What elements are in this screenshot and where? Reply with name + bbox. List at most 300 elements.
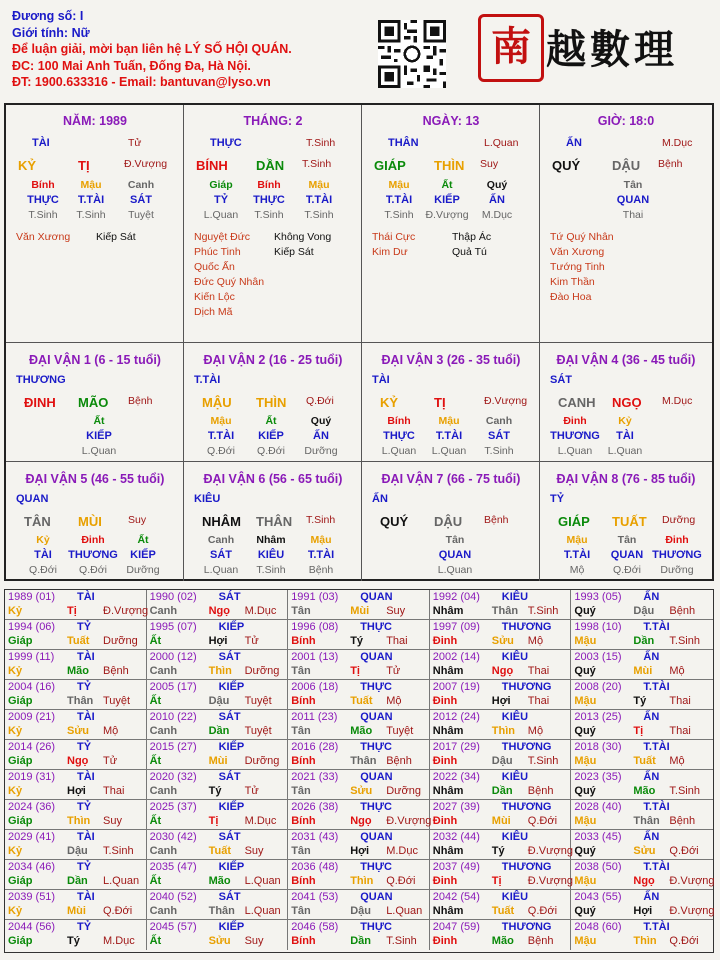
hidden-ten-god: THỰC bbox=[253, 194, 285, 206]
luck-hidden-god: T.TÀI bbox=[207, 430, 235, 442]
year-cell bbox=[288, 860, 430, 890]
luck-pillar-title: ĐẠI VẬN 3 (26 - 35 tuổi) bbox=[381, 353, 521, 367]
luck-stage: Bệnh bbox=[128, 395, 153, 407]
year-stage: Dưỡng bbox=[386, 785, 421, 797]
pillar-title: GIỜ: 18:0 bbox=[597, 114, 655, 128]
shen-sha-star: Kim Thần bbox=[550, 276, 595, 288]
year-label: 2013 (25) bbox=[574, 711, 622, 723]
year-cell bbox=[430, 770, 572, 800]
year-label: 2043 (55) bbox=[574, 891, 622, 903]
luck-pillar-cell bbox=[540, 462, 712, 581]
year-label: 2010 (22) bbox=[149, 711, 197, 723]
luck-stem: ĐINH bbox=[24, 395, 56, 410]
year-ten-god: SÁT bbox=[218, 651, 241, 663]
year-label: 2007 (19) bbox=[432, 681, 480, 693]
year-label: 2006 (18) bbox=[291, 681, 339, 693]
year-branch: Thân bbox=[67, 695, 94, 707]
year-label: 2032 (44) bbox=[432, 831, 480, 843]
year-stem: Tân bbox=[291, 725, 311, 737]
luck-ten-god: SÁT bbox=[550, 374, 572, 386]
luck-hidden-god: T.TÀI bbox=[307, 549, 335, 561]
year-cell bbox=[430, 650, 572, 680]
hidden-stem: Mậu bbox=[80, 179, 102, 191]
year-stem: Giáp bbox=[8, 635, 33, 647]
shen-sha-star: Đào Hoa bbox=[550, 291, 592, 303]
luck-hidden-stage: T.Sinh bbox=[484, 445, 514, 457]
year-branch: Tý bbox=[208, 785, 222, 797]
year-cell bbox=[5, 800, 147, 830]
hidden-stage: T.Sinh bbox=[28, 209, 58, 221]
year-ten-god: KIẾP bbox=[218, 801, 245, 813]
luck-pillar-title: ĐẠI VẬN 1 (6 - 15 tuổi) bbox=[29, 353, 161, 367]
year-stage: T.Sinh bbox=[386, 935, 417, 947]
year-stem: Canh bbox=[149, 785, 178, 797]
shen-sha-star: Thái Cực bbox=[372, 231, 416, 243]
year-cell bbox=[147, 680, 289, 710]
luck-hidden-god: SÁT bbox=[488, 430, 510, 442]
luck-hidden-god: SÁT bbox=[210, 549, 232, 561]
year-cell bbox=[430, 710, 572, 740]
hidden-ten-god: THỰC bbox=[27, 194, 59, 206]
year-branch: Tị bbox=[491, 875, 502, 887]
year-branch: Tý bbox=[67, 935, 80, 947]
pillar-ten-god-stage: T.Sinh bbox=[306, 137, 336, 149]
year-ten-god: TÀI bbox=[77, 711, 95, 723]
year-branch: Thìn bbox=[633, 935, 657, 947]
year-label: 2002 (14) bbox=[432, 651, 480, 663]
luck-hidden-stem: Canh bbox=[485, 415, 513, 427]
year-branch: Dậu bbox=[350, 905, 371, 917]
year-cell bbox=[288, 920, 430, 950]
year-label: 2017 (29) bbox=[432, 741, 480, 753]
hidden-stage: M.Dục bbox=[481, 209, 513, 221]
year-stem: Đinh bbox=[432, 815, 458, 827]
year-ten-god: QUAN bbox=[360, 651, 393, 663]
pillar-ten-god-stage: M.Dục bbox=[662, 137, 693, 149]
pillar-cell bbox=[6, 105, 184, 343]
hidden-stem: Bính bbox=[257, 179, 281, 191]
hidden-stem: Mậu bbox=[308, 179, 330, 191]
year-ten-god: TỶ bbox=[77, 801, 92, 813]
year-ten-god: QUAN bbox=[360, 831, 393, 843]
hidden-stage: Đ.Vượng bbox=[425, 209, 469, 221]
year-label: 2034 (46) bbox=[8, 861, 56, 873]
luck-stem: CANH bbox=[558, 395, 596, 410]
year-stage: Tuyệt bbox=[386, 725, 414, 737]
luck-stage: Q.Đới bbox=[306, 395, 334, 407]
year-stem: Quý bbox=[574, 605, 596, 617]
year-branch: Mão bbox=[208, 875, 231, 887]
brand-logo-text: 越數理 bbox=[546, 26, 678, 73]
shen-sha-star: Văn Xương bbox=[16, 231, 71, 243]
hidden-stage: T.Sinh bbox=[304, 209, 334, 221]
luck-branch: DẬU bbox=[434, 514, 463, 529]
year-cell bbox=[571, 680, 713, 710]
shen-sha-star: Quốc Ấn bbox=[194, 261, 235, 273]
year-ten-god: KIÊU bbox=[501, 711, 529, 723]
hidden-ten-god: ẤN bbox=[489, 194, 505, 206]
year-label: 2027 (39) bbox=[432, 801, 480, 813]
year-stem: Quý bbox=[574, 905, 596, 917]
year-cell bbox=[147, 770, 289, 800]
year-stage: M.Dục bbox=[244, 815, 277, 827]
luck-branch: TUẤT bbox=[612, 514, 647, 529]
shen-sha-star: Tứ Quý Nhân bbox=[550, 231, 614, 243]
year-stage: L.Quan bbox=[386, 905, 423, 917]
contact-note: Để luận giải, mời bạn liên hệ LÝ SỐ HỘI QUÁN. bbox=[12, 42, 292, 56]
year-ten-god: ẤN bbox=[643, 771, 660, 783]
shen-sha-star: Nguyệt Đức bbox=[194, 231, 251, 243]
year-cell bbox=[430, 920, 572, 950]
year-ten-god: QUAN bbox=[360, 771, 393, 783]
year-stage: Thai bbox=[527, 695, 550, 707]
earthly-branch: DẦN bbox=[256, 158, 285, 173]
year-stem: Nhâm bbox=[432, 905, 464, 917]
year-stage: M.Dục bbox=[386, 845, 418, 857]
header-info bbox=[12, 8, 292, 91]
year-label: 2011 (23) bbox=[291, 711, 338, 723]
year-label: 2025 (37) bbox=[149, 801, 197, 813]
chart-grid bbox=[4, 103, 714, 581]
year-branch: Sửu bbox=[491, 635, 514, 647]
year-stem: Mậu bbox=[574, 635, 597, 647]
hidden-ten-god: QUAN bbox=[616, 194, 650, 206]
hidden-ten-god: TỶ bbox=[213, 194, 229, 206]
year-label: 2009 (21) bbox=[8, 711, 56, 723]
year-label: 2031 (43) bbox=[291, 831, 339, 843]
luck-pillar-cell bbox=[540, 343, 712, 462]
year-branch: Ngọ bbox=[633, 875, 655, 887]
year-ten-god: T.TÀI bbox=[643, 921, 670, 933]
luck-hidden-god: QUAN bbox=[610, 549, 644, 561]
year-branch: Tý bbox=[350, 635, 364, 647]
luck-ten-god: QUAN bbox=[16, 493, 49, 505]
year-label: 1994 (06) bbox=[8, 621, 56, 633]
branch-stage: Đ.Vượng bbox=[124, 158, 168, 170]
year-branch: Mão bbox=[350, 725, 373, 737]
year-stem: Mậu bbox=[574, 755, 597, 767]
year-branch: Tuất bbox=[208, 845, 231, 857]
year-branch: Tị bbox=[208, 815, 219, 827]
year-label: 1995 (07) bbox=[149, 621, 197, 633]
year-stem: Tân bbox=[291, 665, 311, 677]
year-stage: Suy bbox=[386, 605, 406, 617]
year-branch: Tị bbox=[350, 665, 360, 677]
year-cell bbox=[288, 590, 430, 620]
hidden-stage: T.Sinh bbox=[254, 209, 284, 221]
year-cell bbox=[288, 650, 430, 680]
year-ten-god: THƯƠNG bbox=[501, 681, 552, 693]
year-ten-god: TÀI bbox=[77, 591, 95, 603]
luck-stage: T.Sinh bbox=[306, 514, 336, 526]
year-cell bbox=[147, 740, 289, 770]
year-cell bbox=[430, 590, 572, 620]
year-label: 1996 (08) bbox=[291, 621, 339, 633]
heavenly-stem: QUÝ bbox=[552, 158, 581, 173]
year-ten-god: KIÊU bbox=[501, 651, 529, 663]
hidden-stem: Quý bbox=[486, 179, 508, 191]
qr-code-icon bbox=[378, 20, 446, 88]
year-branch: Thìn bbox=[208, 665, 232, 677]
hidden-stem: Tân bbox=[623, 179, 643, 191]
luck-hidden-stage: Q.Đới bbox=[29, 564, 57, 576]
hidden-stage: T.Sinh bbox=[76, 209, 106, 221]
year-branch: Tuất bbox=[491, 905, 515, 917]
year-branch: Thìn bbox=[67, 815, 91, 827]
year-cell bbox=[5, 890, 147, 920]
year-label: 1993 (05) bbox=[574, 591, 622, 603]
luck-hidden-stage: Bệnh bbox=[308, 564, 334, 576]
pillar-ten-god: TÀI bbox=[32, 137, 50, 149]
year-cell bbox=[288, 740, 430, 770]
year-ten-god: THƯƠNG bbox=[501, 921, 552, 933]
year-label: 2028 (40) bbox=[574, 801, 622, 813]
year-cell bbox=[5, 860, 147, 890]
shen-sha-star: Không Vong bbox=[274, 231, 332, 243]
year-stage: Q.Đới bbox=[527, 815, 558, 827]
year-label: 1992 (04) bbox=[432, 591, 480, 603]
year-stage: Q.Đới bbox=[386, 875, 416, 887]
year-stem: Ất bbox=[149, 815, 162, 827]
year-branch: Mùi bbox=[208, 755, 228, 767]
year-branch: Mùi bbox=[633, 665, 653, 677]
luck-stage: Đ.Vượng bbox=[484, 395, 528, 407]
year-stem: Tân bbox=[291, 905, 311, 917]
year-stem: Đinh bbox=[432, 875, 458, 887]
year-stem: Kỷ bbox=[8, 785, 23, 797]
year-stage: Tử bbox=[244, 635, 259, 647]
year-ten-god: TỶ bbox=[77, 861, 92, 873]
year-label: 2004 (16) bbox=[8, 681, 56, 693]
year-cell bbox=[571, 650, 713, 680]
year-stage: T.Sinh bbox=[669, 785, 700, 797]
year-branch: Hợi bbox=[67, 785, 86, 797]
year-stem: Bính bbox=[291, 755, 316, 767]
year-stage: Suy bbox=[244, 935, 264, 947]
year-branch: Dậu bbox=[208, 695, 230, 707]
year-stage: Bệnh bbox=[669, 815, 696, 827]
year-ten-god: KIẾP bbox=[218, 621, 245, 633]
year-ten-god: THỰC bbox=[360, 921, 392, 933]
year-label: 2030 (42) bbox=[149, 831, 197, 843]
year-stem: Đinh bbox=[432, 935, 458, 947]
luck-pillar-title: ĐẠI VẬN 2 (16 - 25 tuổi) bbox=[203, 353, 343, 367]
luck-hidden-god: THỰC bbox=[383, 430, 415, 442]
year-ten-god: T.TÀI bbox=[643, 801, 670, 813]
year-ten-god: ẤN bbox=[643, 591, 660, 603]
year-label: 2037 (49) bbox=[432, 861, 480, 873]
year-cell bbox=[571, 920, 713, 950]
year-label: 2023 (35) bbox=[574, 771, 622, 783]
shen-sha-star: Kim Dư bbox=[372, 246, 408, 258]
year-label: 2000 (12) bbox=[149, 651, 197, 663]
year-label: 2016 (28) bbox=[291, 741, 339, 753]
luck-hidden-stem: Ất bbox=[265, 415, 277, 427]
year-stage: Tuyệt bbox=[103, 695, 131, 707]
year-stage: T.Sinh bbox=[527, 755, 559, 767]
gender: Giới tính: Nữ bbox=[12, 25, 90, 40]
year-branch: Dần bbox=[491, 785, 513, 797]
year-stem: Ất bbox=[149, 635, 162, 647]
year-stage: Đ.Vượng bbox=[669, 875, 715, 887]
year-stem: Mậu bbox=[574, 875, 597, 887]
year-stem: Đinh bbox=[432, 755, 458, 767]
year-ten-god: QUAN bbox=[360, 711, 393, 723]
year-cell bbox=[571, 800, 713, 830]
year-stem: Mậu bbox=[574, 815, 597, 827]
year-branch: Mùi bbox=[67, 905, 86, 917]
year-label: 2019 (31) bbox=[8, 771, 56, 783]
year-stem: Kỷ bbox=[8, 725, 23, 737]
year-branch: Ngọ bbox=[491, 665, 514, 677]
year-label: 2033 (45) bbox=[574, 831, 622, 843]
year-cell bbox=[571, 740, 713, 770]
luck-hidden-stage: L.Quan bbox=[203, 564, 239, 576]
year-branch: Mùi bbox=[350, 605, 370, 617]
luck-hidden-stem: Đinh bbox=[563, 415, 587, 427]
pillar-ten-god: THỰC bbox=[210, 137, 242, 149]
shen-sha-star: Dịch Mã bbox=[194, 306, 233, 318]
year-cell bbox=[430, 890, 572, 920]
year-branch: Tuất bbox=[67, 635, 90, 647]
year-label: 2040 (52) bbox=[149, 891, 197, 903]
year-stem: Kỷ bbox=[8, 905, 23, 917]
year-branch: Dậu bbox=[491, 755, 513, 767]
luck-hidden-god: T.TÀI bbox=[435, 430, 463, 442]
year-label: 2005 (17) bbox=[149, 681, 197, 693]
year-stage: Bệnh bbox=[527, 935, 554, 947]
luck-hidden-stage: Dưỡng bbox=[304, 445, 338, 457]
year-cell bbox=[147, 590, 289, 620]
luck-stage: M.Dục bbox=[662, 395, 693, 407]
year-stage: Mộ bbox=[527, 725, 544, 737]
hidden-stem: Bính bbox=[31, 179, 55, 191]
year-stem: Ất bbox=[149, 875, 162, 887]
luck-hidden-god: T.TÀI bbox=[563, 549, 591, 561]
year-stage: Bệnh bbox=[386, 755, 412, 767]
luck-hidden-stem: Mậu bbox=[438, 415, 460, 427]
luck-hidden-stage: Dưỡng bbox=[660, 564, 694, 576]
shen-sha-star: Văn Xương bbox=[550, 246, 605, 258]
year-ten-god: THƯƠNG bbox=[501, 801, 552, 813]
year-ten-god: THỰC bbox=[360, 621, 392, 633]
luck-hidden-god: THƯƠNG bbox=[550, 430, 600, 442]
year-cell bbox=[147, 860, 289, 890]
year-branch: Hợi bbox=[633, 905, 653, 917]
year-stem: Ất bbox=[149, 695, 162, 707]
luck-hidden-stage: L.Quan bbox=[81, 445, 117, 457]
year-stem: Kỷ bbox=[8, 605, 23, 617]
year-ten-god: TÀI bbox=[77, 831, 95, 843]
year-stage: Mộ bbox=[386, 695, 402, 707]
year-label: 1989 (01) bbox=[8, 591, 56, 603]
luck-hidden-stem: Kỷ bbox=[618, 415, 632, 427]
year-stage: L.Quan bbox=[244, 905, 281, 917]
year-ten-god: KIẾP bbox=[218, 681, 245, 693]
year-branch: Ngọ bbox=[350, 815, 372, 827]
year-cell bbox=[571, 890, 713, 920]
shen-sha-star: Kiến Lộc bbox=[194, 291, 235, 303]
year-branch: Ngọ bbox=[208, 605, 230, 617]
year-stage: Mộ bbox=[669, 755, 685, 767]
year-stage: Dưỡng bbox=[244, 755, 280, 767]
year-stage: Thai bbox=[669, 695, 691, 707]
year-ten-god: T.TÀI bbox=[643, 741, 670, 753]
year-ten-god: QUAN bbox=[360, 591, 393, 603]
year-ten-god: ẤN bbox=[643, 651, 660, 663]
year-label: 2008 (20) bbox=[574, 681, 622, 693]
year-stage: M.Dục bbox=[244, 605, 277, 617]
hidden-ten-god: T.TÀI bbox=[305, 194, 333, 206]
pillar-ten-god-stage: Tử bbox=[128, 137, 142, 149]
year-stage: Q.Đới bbox=[527, 905, 558, 917]
year-stage: Đ.Vượng bbox=[527, 845, 573, 857]
luck-hidden-stage: L.Quan bbox=[607, 445, 643, 457]
year-label: 1999 (11) bbox=[8, 651, 55, 663]
pillar-title: NGÀY: 13 bbox=[422, 114, 480, 128]
year-cell bbox=[571, 590, 713, 620]
luck-hidden-stage: L.Quan bbox=[557, 445, 593, 457]
luck-hidden-stage: L.Quan bbox=[431, 445, 467, 457]
year-stage: Thai bbox=[386, 635, 408, 647]
luck-hidden-god: TÀI bbox=[616, 430, 634, 442]
luck-hidden-stem: Đinh bbox=[81, 534, 105, 546]
year-ten-god: QUAN bbox=[360, 891, 393, 903]
luck-hidden-god: THƯƠNG bbox=[68, 549, 118, 561]
luck-pillar-cell bbox=[6, 462, 184, 581]
year-stem: Ất bbox=[149, 755, 162, 767]
year-label: 2022 (34) bbox=[432, 771, 480, 783]
year-stem: Tân bbox=[291, 605, 311, 617]
year-ten-god: THỰC bbox=[360, 681, 392, 693]
luck-hidden-stem: Canh bbox=[207, 534, 235, 546]
luck-hidden-stem: Tân bbox=[617, 534, 637, 546]
year-label: 2038 (50) bbox=[574, 861, 622, 873]
year-ten-god: T.TÀI bbox=[643, 681, 670, 693]
year-label: 2046 (58) bbox=[291, 921, 339, 933]
year-label: 1990 (02) bbox=[149, 591, 197, 603]
year-ten-god: TÀI bbox=[77, 891, 95, 903]
shen-sha-star: Phúc Tinh bbox=[194, 246, 241, 258]
address: ĐC: 100 Mai Anh Tuấn, Đống Đa, Hà Nội. bbox=[12, 58, 251, 73]
year-stem: Canh bbox=[149, 665, 178, 677]
year-branch: Thìn bbox=[491, 725, 516, 737]
hidden-ten-god: KIẾP bbox=[434, 194, 460, 206]
year-branch: Sửu bbox=[350, 785, 373, 797]
luck-branch: TỊ bbox=[434, 395, 446, 410]
year-branch: Dần bbox=[208, 725, 230, 737]
year-stage: T.Sinh bbox=[527, 605, 559, 617]
year-cell bbox=[430, 800, 572, 830]
shen-sha-star: Kiếp Sát bbox=[96, 231, 136, 243]
year-cell bbox=[288, 890, 430, 920]
shen-sha-star: Đức Quý Nhân bbox=[194, 276, 265, 288]
year-cell bbox=[5, 680, 147, 710]
luck-hidden-stem: Bính bbox=[387, 415, 411, 427]
year-stem: Quý bbox=[574, 845, 596, 857]
pillar-title: NĂM: 1989 bbox=[63, 114, 127, 128]
year-label: 2001 (13) bbox=[291, 651, 339, 663]
year-branch: Dần bbox=[350, 935, 371, 947]
year-stage: Mộ bbox=[669, 665, 685, 677]
luck-stem: MẬU bbox=[202, 395, 232, 410]
year-label: 2044 (56) bbox=[8, 921, 56, 933]
year-stem: Canh bbox=[149, 845, 178, 857]
year-branch: Dậu bbox=[67, 845, 88, 857]
year-ten-god: SÁT bbox=[218, 831, 241, 843]
year-ten-god: ẤN bbox=[643, 711, 660, 723]
year-stage: Thai bbox=[527, 665, 550, 677]
